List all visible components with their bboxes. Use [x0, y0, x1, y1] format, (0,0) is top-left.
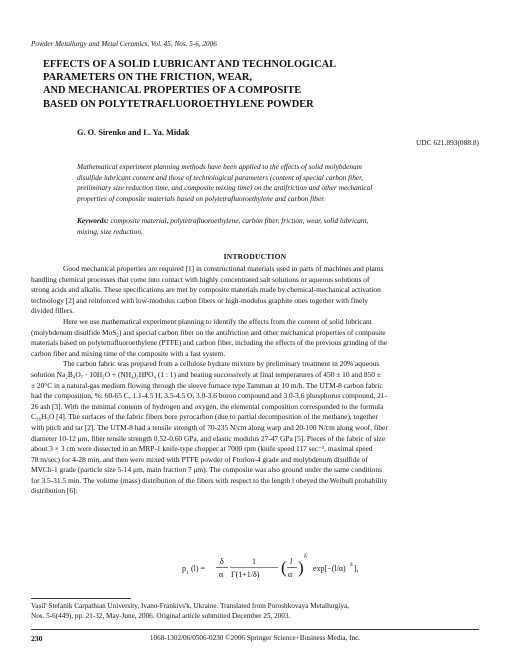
body-line: divided fillers. [31, 306, 75, 316]
abstract-line: disulfide lubricant content and those of technological parameters (content of special carbon fiber, [77, 172, 363, 182]
body-line: Good mechanical properties are required [1] in constructional materials used in parts of machines and plants [63, 264, 384, 273]
body-line: 26 ash [3]. With the minimal contents of hydrogen and oxygen, the elemental composition corresponded to the formula [31, 401, 384, 411]
body-line: carbon fiber and mixing time of the composite with a fast system. [31, 348, 226, 358]
authors: G. O. Sirenko and L. Ya. Midak [77, 128, 190, 137]
copyright-line: 1068-1302/06/0506-0230 ©2006 Springer Science+Business Media, Inc. [149, 634, 361, 642]
formula-frac1-den: α [219, 570, 224, 579]
footnote-line: Nos. 5-6(449), pp. 21-32, May-June, 2006. Original article submitted December 25, 2003. [31, 612, 291, 621]
body-line: strong acids and alkalis. These specifications are met by composite materials made by chemical-mechanical activation [31, 285, 381, 295]
keywords-label: Keywords: [77, 216, 109, 225]
abstract-line: preliminary size reduction time, and composite mixing time) on the antifriction and other mechanical [77, 183, 373, 193]
body-line: with pitch and tar [2]. The UTM-8 had a tensile strength of 70-235 N/cm along warp and 20-100 N/cm along woof, fiber [31, 422, 388, 432]
body-line: C₃₆H₃O [4]. The surfaces of the fabric fibers bore pyrocarbon (due to partial decomposition of the methane), together [31, 412, 378, 422]
title-line: EFFECTS OF A SOLID LUBRICANT AND TECHNOLOGICAL [43, 59, 337, 70]
body-line: handling chemical processes that come into contact with highly concentrated salt solutions or aqueous solutions of [31, 274, 370, 284]
title-line: AND MECHANICAL PROPERTIES OF A COMPOSITE [43, 85, 302, 97]
formula-frac2-den: Γ(1+1/δ) [231, 570, 260, 579]
formula-frac1-num: δ [220, 557, 224, 566]
formula-exp-sup: δ [350, 562, 353, 568]
formula-lhs-arg: (l) = [191, 564, 206, 573]
formula-exp-text: exp[−(l/α) [313, 564, 346, 573]
title-line: BASED ON POLYTETRAFLUOROETHYLENE POWDER [43, 98, 314, 110]
formula-right-paren: ) [298, 558, 304, 577]
footer-divider [31, 629, 479, 630]
keywords [77, 216, 475, 237]
formula-paren-den: α [288, 570, 293, 579]
page-number: 230 [31, 634, 43, 643]
body-line: for 3.5-31.5 min. The volume (mass) distribution of the fibers with respect to the length l obeyed the Weibull probability [31, 475, 388, 485]
article-title [43, 58, 463, 111]
running-head: Powder Metallurgy and Metal Ceramics, Vol. 45, Nos. 5-6, 2006 [31, 40, 217, 48]
udc-code: UDC 621.893(088.8) [415, 138, 479, 147]
footnote-line: Vasil' Stefanik Carpathian University, Ivano-Frankivs'k, Ukraine. Translated from Poroshkovaya Metallurgiya, [31, 602, 349, 610]
footnote-divider [31, 598, 131, 599]
formula-exp-close: ], [354, 564, 359, 573]
weibull-formula [180, 552, 410, 584]
keywords-line: mixing, size reduction. [77, 226, 143, 236]
formula-paren-exp: δ [304, 554, 307, 560]
body-line: MVCh-1 grade (particle size 5-14 μm, main fraction 7 μm). The composite was also ground under the same conditions [31, 465, 382, 475]
body-line: about 3 × 3 cm were dissected in an MRP-1 knife-type chopper at 7000 rpm (knife speed 117 sec⁻¹, maximal speed [31, 444, 373, 454]
body-line: The carbon fabric was prepared from a cellulose hydrate mixture by preliminary treatment in 20% aqueous [63, 359, 380, 369]
body-line: distribution [6]: [31, 486, 78, 496]
formula-paren-num: l [290, 557, 293, 566]
formula-lhs-subscript: l [187, 570, 189, 576]
abstract-line: Mathematical experiment planning methods have been applied to the effects of solid molybdenum [77, 162, 362, 171]
body-line: diameter 10-12 μm, fiber tensile strength 0.52-0.60 GPa, and elastic modulus 27-47 GPa [5]. Pieces of the fabric of size [31, 433, 386, 443]
formula-frac2-num: 1 [252, 557, 256, 566]
section-heading: INTRODUCTION [223, 252, 287, 261]
body-line: 78 m/sec) for 4-28 min, and then were mixed with PTFE powder of Ftorlon-4 grade and molybdenum disulfide of [31, 454, 368, 464]
keywords-text: composite material, polytetrafluoroethylene, carbon fiber, friction, wear, solid lubricant, [108, 216, 369, 225]
abstract [77, 162, 475, 204]
title-line: PARAMETERS ON THE FRICTION, WEAR, [43, 72, 252, 84]
footnote [31, 601, 477, 622]
body-line: materials based on polytetrafluoroethylene (PTFE) and carbon fiber, including the effects of the previous grinding of the [31, 338, 388, 348]
body-line: solution Na₂B₄O₇ · 10H₂O + (NH₄)₂HPO₄ (1 : 1) and heating successively at final temperatures of 450 ± 10 and 850 ± [31, 369, 381, 379]
abstract-line: properties of composite materials based on polytetrafluoroethylene and carbon fiber. [77, 193, 325, 203]
formula-lhs: p [182, 564, 186, 573]
body-line: (molybdenum disulfide MoS₂) and special carbon fiber on the antifriction and other mechanical properties of composite [31, 327, 386, 337]
body-text [31, 264, 477, 497]
body-line: ± 20°C in a natural-gas medium flowing through the sleeve furnace type Tamman at 10 m/h. The UTM-8 carbon fabric [31, 380, 383, 390]
formula-left-paren: ( [281, 558, 287, 577]
keywords-line [77, 216, 475, 227]
body-line: technology [2] and reinforced with low-modulus carbon fibers or high-modulus graphite ones together with finely [31, 295, 369, 305]
body-line: Here we use mathematical experiment planning to identify the effects from the content of solid lubricant [63, 316, 372, 326]
body-line: had the composition, %: 60-65 C, 1.1-4.5 H, 3.5-4.5 O, 3.0-3.6 boron compound and 3.0-3.6 phosphorus compound, 21- [31, 391, 387, 401]
